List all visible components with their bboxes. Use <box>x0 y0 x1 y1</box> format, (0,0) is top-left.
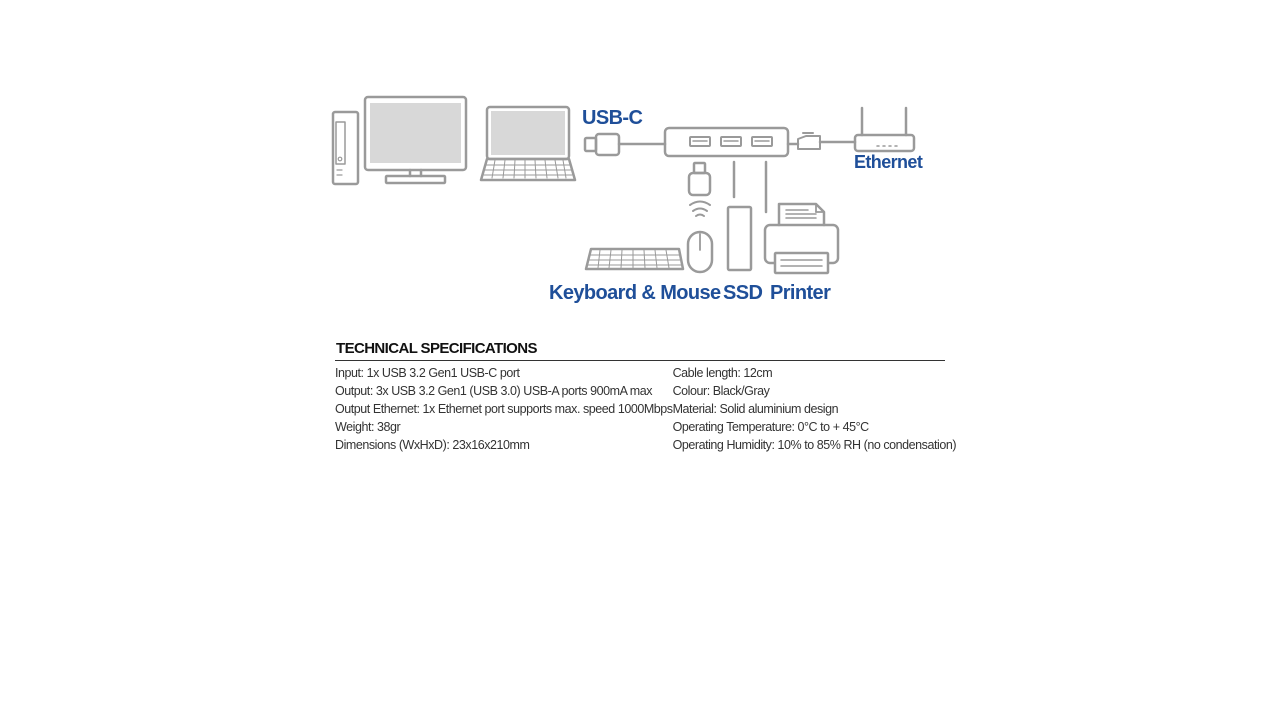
wireless-signal-icon <box>690 202 710 217</box>
keyboard-icon <box>586 249 683 269</box>
spec-item: Material: Solid aluminium design <box>672 402 839 416</box>
ethernet-plug-icon <box>798 133 855 149</box>
laptop-icon <box>481 107 575 180</box>
label-ethernet: Ethernet <box>854 152 923 172</box>
spec-item: Dimensions (WxHxD): 23x16x210mm <box>335 438 530 452</box>
monitor-icon <box>365 97 466 183</box>
specs-title: TECHNICAL SPECIFICATIONS <box>335 340 945 361</box>
spec-item: Output: 3x USB 3.2 Gen1 (USB 3.0) USB-A ports 900mA max <box>335 384 653 398</box>
spec-item: Input: 1x USB 3.2 Gen1 USB-C port <box>335 366 520 380</box>
spec-item: Colour: Black/Gray <box>672 384 770 398</box>
spec-item: Cable length: 12cm <box>672 366 773 380</box>
label-printer: Printer <box>770 282 831 304</box>
mouse-icon <box>688 232 712 272</box>
spec-item: Weight: 38gr <box>335 420 401 434</box>
specs-columns <box>335 364 957 454</box>
spec-item: Output Ethernet: 1x Ethernet port supports max. speed 1000Mbps <box>335 402 673 416</box>
specs-left-column <box>335 364 673 454</box>
spec-item: Operating Humidity: 10% to 85% RH (no condensation) <box>672 438 957 452</box>
label-ssd: SSD <box>723 282 763 304</box>
usb-c-plug-icon <box>585 134 665 155</box>
printer-icon <box>765 204 838 273</box>
spec-item: Operating Temperature: 0°C to + 45°C <box>672 420 869 434</box>
technical-specifications <box>335 340 957 454</box>
usb-hub-icon <box>665 128 798 212</box>
connection-diagram <box>0 0 1280 330</box>
router-icon <box>855 108 914 151</box>
usb-dongle-icon <box>689 163 710 195</box>
label-keyboard-mouse: Keyboard & Mouse <box>549 282 721 304</box>
ssd-icon <box>728 207 751 270</box>
label-usb-c: USB-C <box>582 107 643 129</box>
desktop-tower-icon <box>333 112 358 184</box>
specs-right-column <box>673 364 956 454</box>
